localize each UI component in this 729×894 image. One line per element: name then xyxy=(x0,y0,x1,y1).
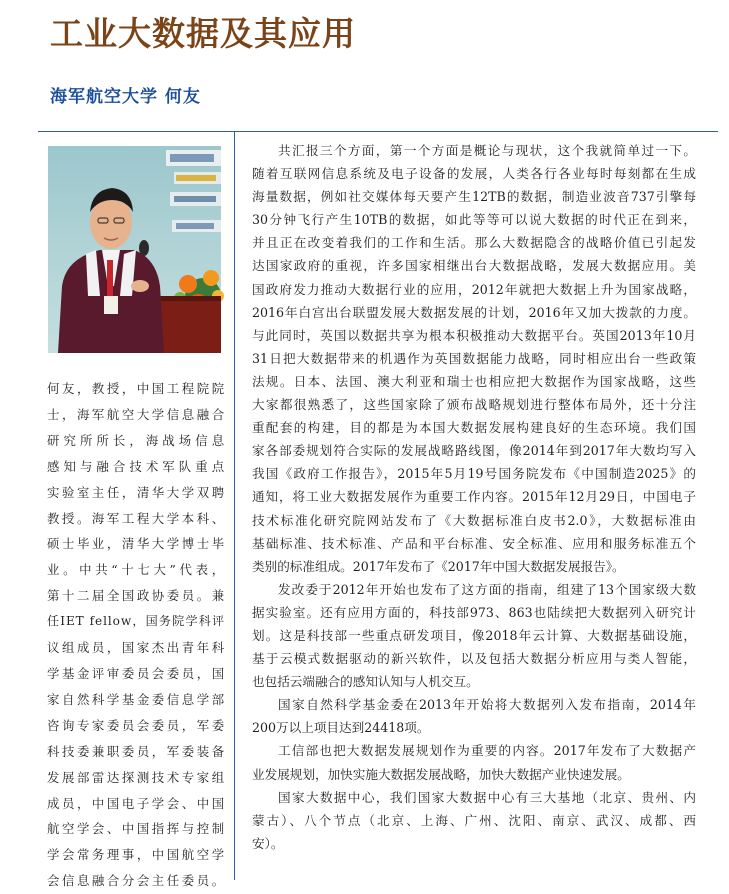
bio-line: 感知与融合技术军队重点 xyxy=(47,458,225,474)
bio-line: 研究所所长，海战场信息 xyxy=(47,432,225,448)
body-text-line: 2016年白宫出台联盟发展大数据发展的计划，2016年又加大拨款的力度。 xyxy=(252,304,696,320)
article-body xyxy=(252,139,696,855)
bio-line: 第十二届全国政协委员。兼 xyxy=(47,588,225,604)
body-text-line: 30分钟飞行产生10TB的数据，如此等等可以说大数据的时代正在到来， xyxy=(252,212,696,228)
article-title: 工业大数据及其应用 xyxy=(50,14,356,53)
bio-line: 家自然科学基金委信息学部 xyxy=(47,691,225,707)
author-bio xyxy=(47,376,225,894)
body-text-line: 大家都很熟悉了，这些国家除了颁布战略规划进行整体布局外，还十分注 xyxy=(252,397,696,413)
body-text-line: 通知，将工业大数据发展作为重要工作内容。2015年12月29日，中国电子 xyxy=(252,489,696,505)
body-text-line: 划。这是科技部一些重点研发项目，像2018年云计算、大数据基础设施， xyxy=(252,627,696,643)
bio-line: 硕士毕业，清华大学博士毕 xyxy=(47,536,225,552)
body-text-line: 31日把大数据带来的机遇作为英国数据能力战略，同时相应出台一些政策 xyxy=(252,350,696,366)
body-text-line: 也包括云端融合的感知认知与人机交互。 xyxy=(252,674,479,690)
bio-line: 学基金评审委员会委员，国 xyxy=(47,665,225,681)
body-text-line: 我国《政府工作报告》，2015年5月19号国务院发布《中国制造2025》的 xyxy=(252,466,696,482)
bio-line: 实验室主任，清华大学双聘 xyxy=(47,484,225,500)
bio-line: 成员，中国电子学会、中国 xyxy=(47,795,225,811)
body-text-line: 基于云模式数据驱动的新兴软件，以及包括大数据分析应用与类人智能， xyxy=(252,651,696,667)
body-text-line: 技术标准化研究院网站发布了《大数据标准白皮书2.0》，大数据标准由 xyxy=(252,512,696,528)
body-text-line: 国政府发力推动大数据行业的应用，2012年就把大数据上升为国家战略， xyxy=(252,281,696,297)
bio-line: 会信息融合分会主任委员。 xyxy=(47,873,225,889)
bio-line: 咨询专家委员会委员，军委 xyxy=(47,717,225,733)
speaker-photo xyxy=(48,146,221,353)
bio-line: 发展部雷达探测技术专家组 xyxy=(47,769,225,785)
bio-line: 教授。海军工程大学本科、 xyxy=(47,510,225,526)
bio-line: 任IET fellow，国务院学科评 xyxy=(47,614,225,629)
paragraph-first-line: 发改委于2012年开始也发布了这方面的指南，组建了13个国家级大数 xyxy=(278,581,696,597)
body-text-line: 法规。日本、法国、澳大利亚和瑞士也相应把大数据作为国家战略，这些 xyxy=(252,373,696,389)
body-text-line: 类别的标准组成。2017年发布了《2017年中国大数据发展报告》。 xyxy=(252,558,625,574)
bio-line: 议组成员，国家杰出青年科 xyxy=(47,640,225,656)
bio-line: 航空学会、中国指挥与控制 xyxy=(47,821,225,837)
body-text-line: 200万以上项目达到24418项。 xyxy=(252,720,430,736)
bio-line: 科技委兼职委员，军委装备 xyxy=(47,743,225,759)
bio-line: 学会常务理事，中国航空学 xyxy=(47,847,225,863)
body-text-line: 据实验室。还有应用方面的，科技部973、863也陆续把大数据列入研究计 xyxy=(252,604,696,620)
column-divider xyxy=(234,131,235,880)
body-text-line: 达国家政府的重视，许多国家相继出台大数据战略，发展大数据应用。美 xyxy=(252,258,696,274)
bio-line: 士，海军航空大学信息融合 xyxy=(47,406,225,422)
body-text-line: 与此同时，英国以数据共享为根本积极推动大数据平台。英国2013年10月 xyxy=(252,327,696,343)
paragraph-first-line: 工信部也把大数据发展规划作为重要的内容。2017年发布了大数据产 xyxy=(278,743,696,759)
body-text-line: 业发展规划，加快实施大数据发展战略，加快大数据产业快速发展。 xyxy=(252,766,630,782)
paragraph-first-line: 国家大数据中心，我们国家大数据中心有三大基地（北京、贵州、内 xyxy=(278,789,696,805)
body-text-line: 安）。 xyxy=(252,835,284,851)
body-text-line: 家各部委规划符合实际的发展战略路线图，像2014年到2017年大数均写入 xyxy=(252,443,696,459)
header-divider xyxy=(38,131,718,132)
author-line: 海军航空大学 何友 xyxy=(50,87,201,107)
paragraph-first-line: 国家自然科学基金委在2013年开始将大数据列入发布指南，2014年 xyxy=(278,697,696,713)
bio-line: 何友，教授，中国工程院院 xyxy=(47,381,225,396)
body-text-line: 并且正在改变着我们的工作和生活。那么大数据隐含的战略价值已引起发 xyxy=(252,235,696,251)
body-text-line: 基础标准、技术标准、产品和平台标准、安全标准、应用和服务标准五个 xyxy=(252,535,696,551)
paragraph-first-line: 共汇报三个方面，第一个方面是概论与现状，这个我就简单过一下。 xyxy=(278,143,696,158)
body-text-line: 重配套的构建，目的都是为本国大数据发展构建良好的生态环境。我们国 xyxy=(252,420,696,436)
body-text-line: 蒙古）、八个节点（北京、上海、广州、沈阳、南京、武汉、成都、西 xyxy=(252,812,696,828)
bio-line: 业。中共“十七大”代表， xyxy=(47,562,225,578)
body-text-line: 随着互联网信息系统及电子设备的发展，人类各行各业每时每刻都在生成 xyxy=(252,166,696,182)
body-text-line: 海量数据，例如社交媒体每天要产生12TB的数据，制造业波音737引擎每 xyxy=(252,189,696,205)
